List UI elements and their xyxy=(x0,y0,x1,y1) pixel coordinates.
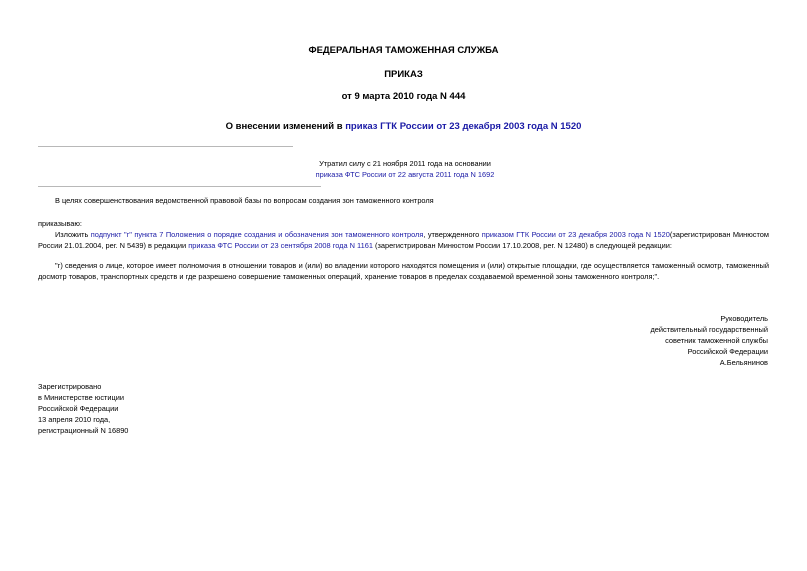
quoted-text: "г) сведения о лице, которое имеет полномочия в отношении товаров и (или) во владении которого находятся помещения и (или) открытые площадки, где осуществляется таможенный осмотр, таможенный досмотр товаров, транспортных средств и где разрешено совершение таможенных операций, хранение товаров в пределах создаваемой временной зоны таможенного контроля;". xyxy=(38,261,769,281)
signature-line: Российской Федерации xyxy=(687,347,768,356)
signature-name: А.Бельянинов xyxy=(719,358,768,367)
signature-line: советник таможенной службы xyxy=(665,336,768,345)
signature-block xyxy=(560,313,768,368)
gtk-order-link[interactable]: приказом ГТК России от 23 декабря 2003 года N 1520 xyxy=(481,230,670,239)
signature-line: Руководитель xyxy=(720,314,768,323)
registration-block xyxy=(38,381,238,436)
registration-line: в Министерстве юстиции xyxy=(38,393,125,402)
divider-top xyxy=(38,146,293,147)
signature-line: действительный государственный xyxy=(650,325,768,334)
para-text-2: , утвержденного xyxy=(423,230,482,239)
para-text-4: (зарегистрирован Минюстом России 17.10.2008, рег. N 12480) в следующей редакции: xyxy=(372,241,672,250)
document-title xyxy=(0,121,807,132)
purpose-paragraph: В целях совершенствования ведомственной правовой базы по вопросам создания зон таможенного контроля xyxy=(55,196,434,205)
agency-title: ФЕДЕРАЛЬНАЯ ТАМОЖЕННАЯ СЛУЖБА xyxy=(308,45,499,56)
title-prefix: О внесении изменений в xyxy=(225,121,346,132)
para-text-3: (зарегистрирован Минюстом России 21.01.2004, рег. N 5439) в редакции xyxy=(38,230,769,250)
divider-bottom xyxy=(38,186,321,187)
order-word: приказываю: xyxy=(38,219,82,228)
subpoint-link[interactable]: подпункт "г" пункта 7 Положения о порядке создания и обозначения зон таможенного контроля xyxy=(90,230,424,239)
fts-order-link[interactable]: приказа ФТС России от 23 сентября 2008 года N 1161 xyxy=(188,241,373,250)
registration-line: 13 апреля 2010 года, xyxy=(38,415,111,424)
document-date-number: от 9 марта 2010 года N 444 xyxy=(341,91,466,102)
validity-note-text: Утратил силу с 21 ноября 2011 года на основании xyxy=(319,159,491,168)
title-link[interactable]: приказ ГТК России от 23 декабря 2003 года N 1520 xyxy=(345,121,582,132)
validity-note-link[interactable]: приказа ФТС России от 22 августа 2011 года N 1692 xyxy=(315,170,495,179)
validity-note xyxy=(255,158,555,180)
document-type: ПРИКАЗ xyxy=(384,69,423,80)
registration-line: Российской Федерации xyxy=(38,404,119,413)
registration-line: регистрационный N 16890 xyxy=(38,426,129,435)
para-text-1: Изложить xyxy=(55,230,91,239)
amendment-paragraph xyxy=(38,229,769,251)
registration-line: Зарегистрировано xyxy=(38,382,102,391)
